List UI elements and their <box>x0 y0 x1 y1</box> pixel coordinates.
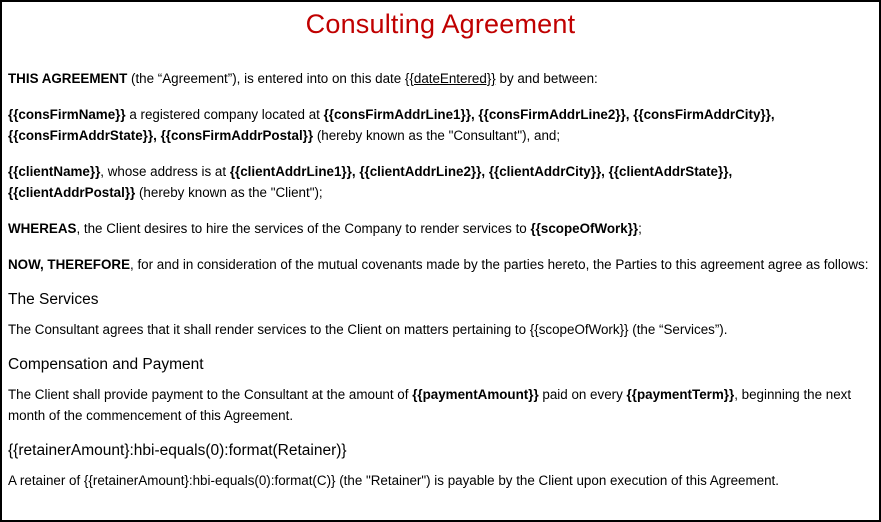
client-text-2: (hereby known as the "Client"); <box>135 185 323 200</box>
client-name-field: {{clientName}} <box>8 164 101 179</box>
therefore-lead: NOW, THEREFORE <box>8 257 131 272</box>
client-sep-2: , <box>481 164 489 179</box>
client-sep-4: , <box>728 164 733 179</box>
client-text-1: , whose address is at <box>100 164 230 179</box>
payment-term-field: {{paymentTerm}} <box>626 387 735 402</box>
cons-firm-addr-postal-field: {{consFirmAddrPostal}} <box>160 128 314 143</box>
consultant-sep-1: , <box>470 107 479 122</box>
consultant-sep-4: , <box>153 128 161 143</box>
whereas-text-1: , the Client desires to hire the services of the Company to render services to <box>76 221 531 236</box>
cons-firm-addr-line2-field: {{consFirmAddrLine2}} <box>478 107 626 122</box>
client-addr-line1-field: {{clientAddrLine1}} <box>229 164 352 179</box>
agreement-lead: THIS AGREEMENT <box>8 71 128 86</box>
payment-amount-field: {{paymentAmount}} <box>412 387 539 402</box>
document-body <box>8 68 876 491</box>
client-addr-line2-field: {{clientAddrLine2}} <box>359 164 482 179</box>
client-addr-postal-field: {{clientAddrPostal}} <box>8 185 136 200</box>
services-heading: The Services <box>8 291 99 308</box>
therefore-text: , for and in consideration of the mutual covenants made by the parties hereto, the Parties to this agreement agree as follows: <box>130 257 869 272</box>
compensation-heading: Compensation and Payment <box>8 356 204 373</box>
compensation-text-2: paid on every <box>538 387 627 402</box>
retainer-paragraph: A retainer of {{retainerAmount}:hbi-equals(0):format(C)} (the "Retainer") is payable by the Client upon execution of this Agreement. <box>8 473 779 488</box>
agreement-intro-paragraph <box>8 68 876 89</box>
intro-text-1: (the “Agreement”), is entered into on this date <box>127 71 405 86</box>
retainer-heading: {{retainerAmount}:hbi-equals(0):format(Retainer)} <box>8 442 347 459</box>
cons-firm-addr-city-field: {{consFirmAddrCity}} <box>633 107 771 122</box>
consultant-sep-2: , <box>625 107 634 122</box>
cons-firm-addr-line1-field: {{consFirmAddrLine1}} <box>323 107 471 122</box>
date-entered-field: {{dateEntered}} <box>404 71 496 86</box>
scope-of-work-field: {{scopeOfWork}} <box>530 221 639 236</box>
services-paragraph: The Consultant agrees that it shall render services to the Client on matters pertaining to {{scopeOfWork}} (the “Services”). <box>8 322 728 337</box>
intro-text-2: by and between: <box>495 71 598 86</box>
cons-firm-addr-state-field: {{consFirmAddrState}} <box>8 128 154 143</box>
cons-firm-name-field: {{consFirmName}} <box>8 107 126 122</box>
consultant-text-2: (hereby known as the "Consultant"), and; <box>313 128 561 143</box>
whereas-paragraph <box>8 218 876 239</box>
consultant-sep-3: , <box>770 107 775 122</box>
client-sep-1: , <box>351 164 360 179</box>
compensation-text-3: , beginning the next month of the commencement of this Agreement. <box>8 387 852 423</box>
client-addr-city-field: {{clientAddrCity}} <box>488 164 602 179</box>
therefore-paragraph <box>8 254 876 275</box>
whereas-lead: WHEREAS <box>8 221 77 236</box>
compensation-paragraph <box>8 384 876 426</box>
consultant-paragraph <box>8 104 876 146</box>
compensation-text-1: The Client shall provide payment to the Consultant at the amount of <box>8 387 413 402</box>
consultant-text-1: a registered company located at <box>125 107 324 122</box>
client-sep-3: , <box>601 164 609 179</box>
document-title: Consulting Agreement <box>305 9 576 39</box>
client-paragraph <box>8 161 876 203</box>
client-addr-state-field: {{clientAddrState}} <box>608 164 729 179</box>
whereas-text-2: ; <box>638 221 642 236</box>
